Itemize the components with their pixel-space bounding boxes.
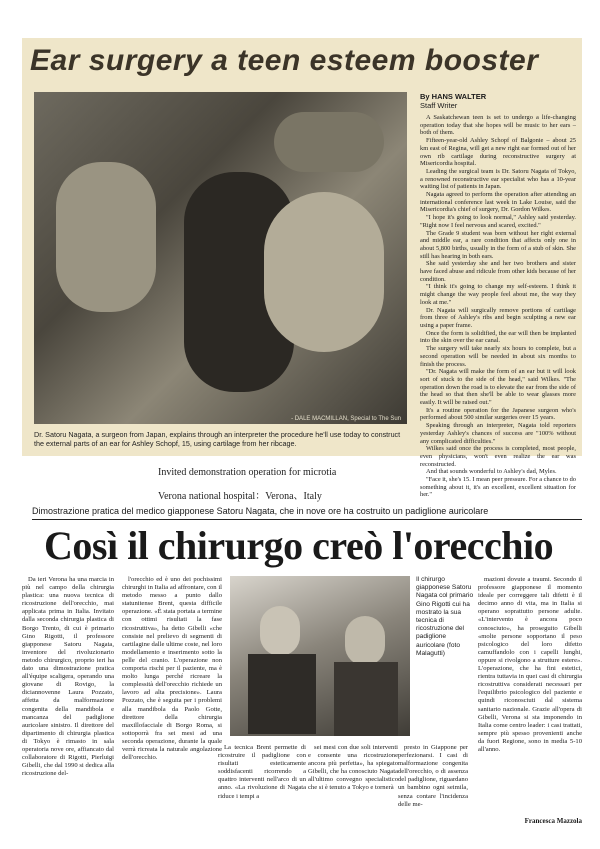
headline: Così il chirurgo creò l'orecchio xyxy=(44,523,554,568)
english-note-line1: Invited demonstration operation for microtia xyxy=(158,467,337,478)
paragraph: La tecnica Brent permette di ricostruire il padiglione con risultati esteticamente soddisfacenti ricorrendo a quattro interventi nell'arco di un anno. «La rivoluzione di Nagata riduce i tempi a xyxy=(218,744,306,800)
photo-surgeons xyxy=(230,576,410,736)
paragraph: She said yesterday she and her two brothers and sister have faced abuse and ridicule from other kids because of her condition. xyxy=(420,260,576,283)
paragraph: "Face it, she's 15. I mean peer pressure. For a chance to do something about it, it's an excellent, excellent situation for her." xyxy=(420,476,576,499)
article-body xyxy=(420,114,576,499)
article-column-6 xyxy=(478,576,582,826)
paragraph: Nagata agreed to perform the operation after attending an international conference last week in Lake Louise, said the Misericordia's chief of surgery, Dr. Gordon Wilkes. xyxy=(420,191,576,214)
headline: Ear surgery a teen esteem booster xyxy=(30,44,539,77)
article-column-2 xyxy=(122,576,222,821)
photo-caption: Dr. Satoru Nagata, a surgeon from Japan, explains through an interpreter the procedure he'll use today to construct the external parts of an ear for Ashley Schopf, 15, using cartilage from her ribcage. xyxy=(34,430,401,448)
paragraph: "I hope it's going to look normal," Ashley said yesterday. "Right now I feel nervous and scared, excited." xyxy=(420,214,576,229)
paragraph: The surgery will take nearly six hours to complete, but a second operation will be needed in about six months to finish the process. xyxy=(420,345,576,368)
italian-clipping xyxy=(22,504,582,829)
article-column-1 xyxy=(22,576,114,821)
byline xyxy=(420,92,486,110)
photo-figure xyxy=(260,606,300,656)
article-column-5 xyxy=(398,744,468,824)
paragraph: Fifteen-year-old Ashley Schopf of Balgonie – about 25 km east of Regina, will get a new right ear formed out of her own rib cartilage during reconstructive surgery at Misericordia hospital. xyxy=(420,137,576,168)
photo-figure xyxy=(248,654,316,734)
photo-figure xyxy=(56,162,156,312)
article-column-3 xyxy=(218,744,306,824)
paragraph: Da ieri Verona ha una marcia in più nel campo della chirurgia plastica: una nuova tecnica di ricostruzione dell'orecchio, mai applicata prima in Italia. Invitato dalla seconda chirurgia plastica di Borgo Trento, di cui è primario Gino Rigotti, il professore giapponese Satoru Nagata, inventore del rivoluzionario metodo chirurgico, proprio ieri ha dato una dimostrazione pratica all'équipe scaligera, operando una giovane di Rovigo, la diciannovenne Laura Pozzato, affetta da malformazione congenita della mandibola e mancanza del padiglione auricolare sinistro. Il direttore del dipartimento di chirurgia plastica di Tokyo è rimasto in sala operatoria nove ore, affiancato dal collaboratore di Rigotti, Pierluigi Gibelli, che dal 1990 si dedica alla ricostruzione del- xyxy=(22,576,114,778)
paragraph: "Dr. Nagata will make the form of an ear but it will look sort of stuck to the side of the head," said Wilkes. "The operation down the road is to elevate the ear from the side of the head so that then she'll be able to wear glasses more easily. It will be raised out." xyxy=(420,368,576,407)
author-signature: Francesca Mazzola xyxy=(524,817,582,825)
paragraph: Speaking through an interpreter, Nagata told reporters yesterday Ashley's chances of success are "100% without any complicated difficulties." xyxy=(420,422,576,445)
paragraph: Leading the surgical team is Dr. Satoru Nagata of Tokyo, a renowned reconstructive ear specialist who has a 10-year waiting list of patients in Japan. xyxy=(420,167,576,191)
article-column-4 xyxy=(308,744,398,824)
paragraph: sei mesi con due soli interventi e consente una ricostruzione ancora più perfetta», ha spiegato Gibelli, che ha conosciuto Nagata all'ultimo convegno specialistico che si è tenuto a Tokyo e tornerà xyxy=(308,744,398,792)
paragraph: mazioni dovute a traumi. Secondo il professore giapponese il momento ideale per correggere tali difetti è il decimo anno di vita, ma in Italia si operano soprattutto persone adulte. «L'intervento è ancora poco conosciuto», ha proseguito Gibelli «molte persone sopportano il peso psicologico del loro difetto camuffandolo con i capelli lunghi, oppure si rivolgono a strutture estere». L'operazione, che ha fini estetici, rientra tuttavia in quei casi di chirurgia ricostruttiva considerati necessari per l'equilibrio psicologico del paziente e quindi riconosciuti dal sistema sanitario nazionale. Grazie all'opera di Gibelli, Verona si sta imponendo in Italia come centro leader: i casi trattati, sempre più spesso provenienti anche da fuori Regione, sono in media 5-10 all'anno. xyxy=(478,576,582,753)
paragraph: l'orecchio ed è uno dei pochissimi chirurghi in Italia ad affrontare, con il metodo messo a punto dallo statunitense Brent, questa difficile operazione. «È stata portata a termine con ottimi risultati la fase ricostruttiva», ha detto Gibelli «che consiste nel prelievo di segmenti di cartilagine dalle ultime coste, nel loro modellamento e inserimento sotto la pelle del cranio. L'operazione non comporta rischi per il paziente, ma è molto lunga perché ricreare la complessità dell'orecchio richiede un lavoro ad alta precisione». Laura Pozzato, che è seguita per i problemi alla mandibola da Paolo Gotte, direttore della chirurgia maxillofacciale di Borgo Roma, si sottoporrà fra sei mesi ad una seconda operazione, durante la quale verrà ricreata la naturale angolazione dell'orecchio. xyxy=(122,576,222,762)
photo-figure xyxy=(274,112,384,172)
paragraph: Wilkes said once the process is completed, most people, even physicians, won't even realize the ear was reconstructed. xyxy=(420,445,576,468)
paragraph: Dr. Nagata will surgically remove portions of cartilage from three of Ashley's ribs and begin sculpting a new ear using a paper frame. xyxy=(420,306,576,329)
photo-credit: - DALE MACMILLAN, Special to The Sun xyxy=(291,416,401,422)
byline-role: Staff Writer xyxy=(420,101,458,110)
photo-caption: Il chirurgo giapponese Satoru Nagata col primario Gino Rigotti cui ha mostrato la sua tecnica di ricostruzione del padiglione auricolare (foto Malagutti) xyxy=(416,576,474,657)
paragraph: "I think it's going to change my self-esteem. I think it might change the way people feel about me, the way they look at me." xyxy=(420,283,576,306)
photo-figure xyxy=(334,662,398,736)
paragraph: The Grade 9 student was born without her right external and middle ear, a rare condition that affects only one in about 5,800 births, usually in the form of a stub of skin. She still has hearing in both ears. xyxy=(420,229,576,260)
english-note-line2: Verona national hospital：Verona、Italy xyxy=(158,491,322,502)
paragraph: Once the form is solidified, the ear will then be implanted into the skin over the ear canal. xyxy=(420,329,576,345)
photo-surgeon-and-patient xyxy=(34,92,407,424)
subheadline: Dimostrazione pratica del medico giapponese Satoru Nagata, che in nove ore ha costruito un padiglione auricolare xyxy=(32,506,582,520)
paragraph: A Saskatchewan teen is set to undergo a life-changing operation today that she hopes will be music to her ears – both of them. xyxy=(420,114,576,137)
photo-figure xyxy=(345,616,385,666)
paragraph: And that sounds wonderful to Ashley's dad, Myles. xyxy=(426,468,557,476)
byline-name: By HANS WALTER xyxy=(420,92,487,101)
photo-figure xyxy=(264,192,384,352)
paragraph: It's a routine operation for the Japanese surgeon who's performed about 500 similar surgeries over 15 years. xyxy=(420,406,576,422)
paragraph: presto in Giappone per perfezionarsi. I casi di malformazione congenita dell'orecchio, o di assenza del padiglione, riguardano un bambino ogni seimila, senza contare l'incidenza delle me- xyxy=(398,744,468,808)
